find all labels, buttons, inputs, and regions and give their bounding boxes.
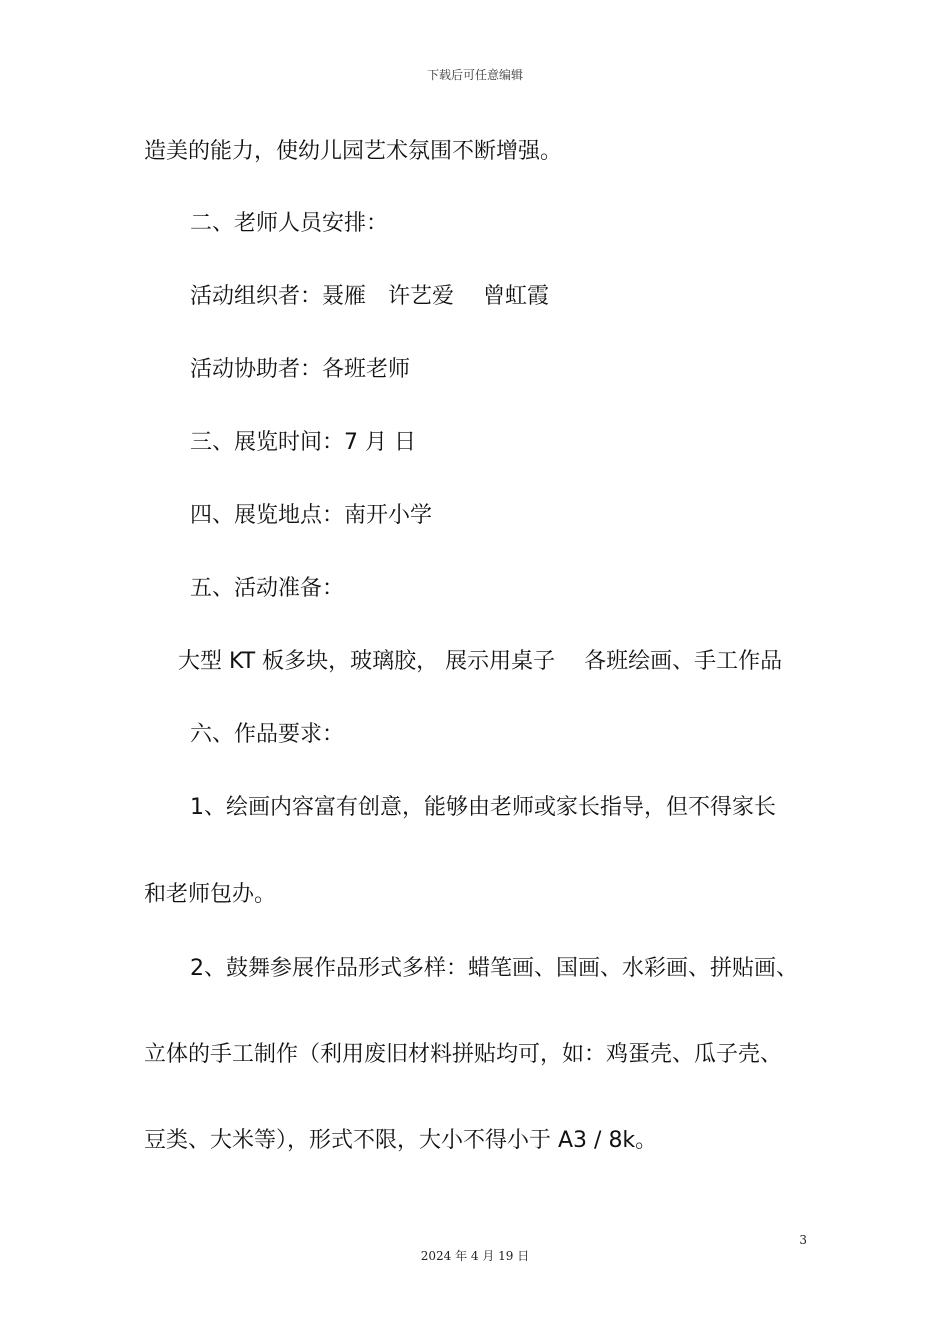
body-line-requirement-1a: 1、绘画内容富有创意，能够由老师或家长指导，但不得家长 xyxy=(190,795,776,820)
section-heading-staff: 二、老师人员安排： xyxy=(190,211,389,236)
body-line-requirement-2a: 2、鼓舞参展作品形式多样：蜡笔画、国画、水彩画、拼贴画、 xyxy=(190,956,798,981)
body-line-assistants: 活动协助者：各班老师 xyxy=(190,357,411,382)
section-heading-location: 四、展览地点：南开小学 xyxy=(190,503,433,528)
body-line-1: 造美的能力，使幼儿园艺术氛围不断增强。 xyxy=(144,139,563,164)
body-line-requirement-2c: 豆类、大米等），形式不限，大小不得小于 A3 / 8k。 xyxy=(144,1128,658,1153)
section-heading-requirements: 六、作品要求： xyxy=(190,722,345,747)
page-header: 下载后可任意编辑 xyxy=(426,68,523,82)
page-number: 3 xyxy=(799,1233,807,1247)
section-heading-time: 三、展览时间：7 月 日 xyxy=(190,430,416,455)
section-heading-preparation: 五、活动准备： xyxy=(190,576,345,601)
body-line-requirement-2b: 立体的手工制作（利用废旧材料拼贴均可，如：鸡蛋壳、瓜子壳、 xyxy=(144,1042,783,1067)
body-line-organizers: 活动组织者：聂雁 许艺爱 曾虹霞 xyxy=(190,284,549,309)
body-line-requirement-1b: 和老师包办。 xyxy=(144,882,277,907)
footer-date: 2024 年 4 月 19 日 xyxy=(420,1249,530,1263)
body-line-materials: 大型 KT 板多块，玻璃胶， 展示用桌子 各班绘画、手工作品 xyxy=(178,649,783,674)
